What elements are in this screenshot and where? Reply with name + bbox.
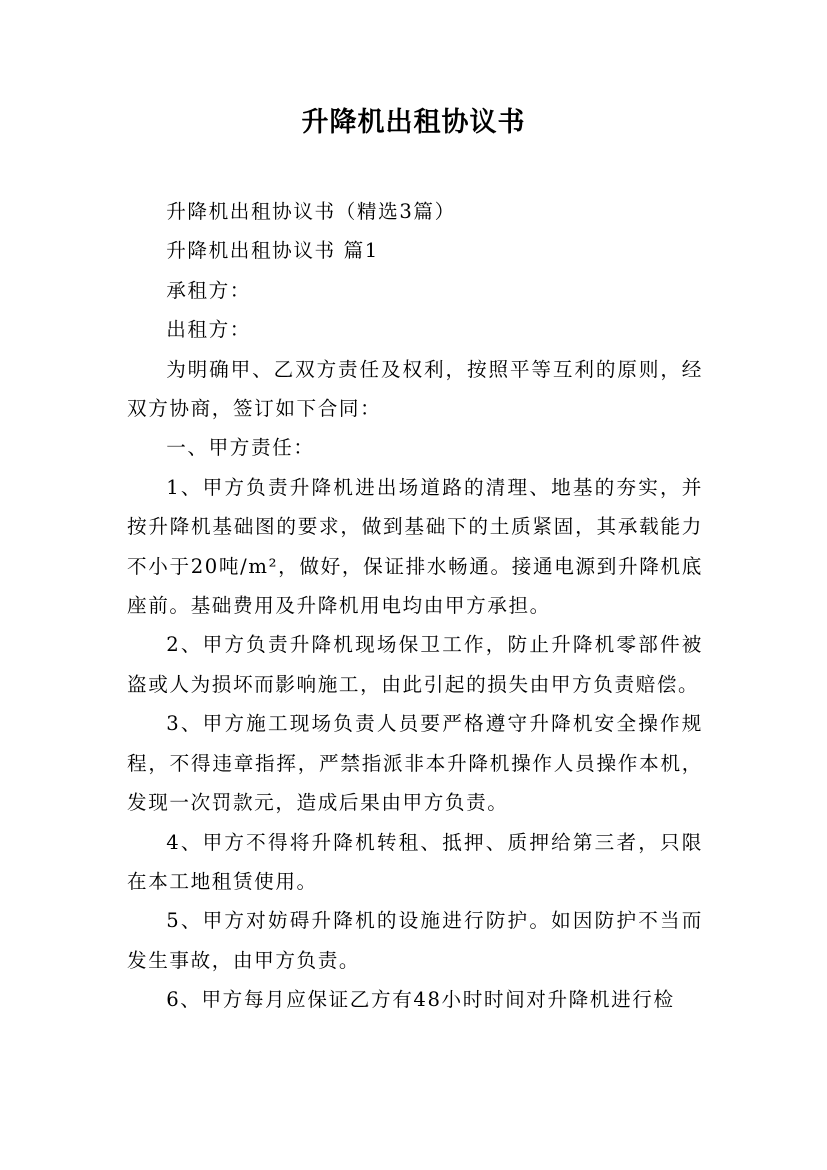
document-title: 升降机出租协议书 bbox=[301, 107, 526, 138]
party-a-heading: 一、甲方责任： bbox=[166, 436, 315, 460]
clause-paragraph: 6、甲方每月应保证乙方有48小时时间对升降机进行检 bbox=[166, 988, 675, 1012]
document-body bbox=[127, 192, 703, 1020]
clause-paragraph: 1、甲方负责升降机进出场道路的清理、地基的夯实，并按升降机基础图的要求，做到基础下的土质紧固，其承载能力不小于20吨/m²，做好，保证排水畅通。接通电源到升降机底座前。基础费用及升降机用电均由甲方承担。 bbox=[127, 475, 703, 618]
section-heading: 升降机出租协议书 篇1 bbox=[166, 239, 379, 263]
lessor-line: 出租方： bbox=[166, 318, 251, 342]
subtitle-paragraph: 升降机出租协议书（精选3篇） bbox=[166, 200, 456, 223]
lessee-line: 承租方： bbox=[166, 278, 251, 302]
clause-paragraph: 5、甲方对妨碍升降机的设施进行防护。如因防护不当而发生事故，由甲方负责。 bbox=[127, 909, 703, 972]
preamble-paragraph: 为明确甲、乙双方责任及权利，按照平等互利的原则，经双方协商，签订如下合同： bbox=[127, 357, 703, 421]
clause-paragraph: 4、甲方不得将升降机转租、抵押、质押给第三者，只限在本工地租赁使用。 bbox=[127, 830, 703, 893]
clause-paragraph: 2、甲方负责升降机现场保卫工作，防止升降机零部件被盗或人为损坏而影响施工，由此引起的损失由甲方负责赔偿。 bbox=[127, 633, 703, 696]
clause-paragraph: 3、甲方施工现场负责人员要严格遵守升降机安全操作规程，不得违章指挥，严禁指派非本升降机操作人员操作本机，发现一次罚款元，造成后果由甲方负责。 bbox=[127, 712, 703, 815]
